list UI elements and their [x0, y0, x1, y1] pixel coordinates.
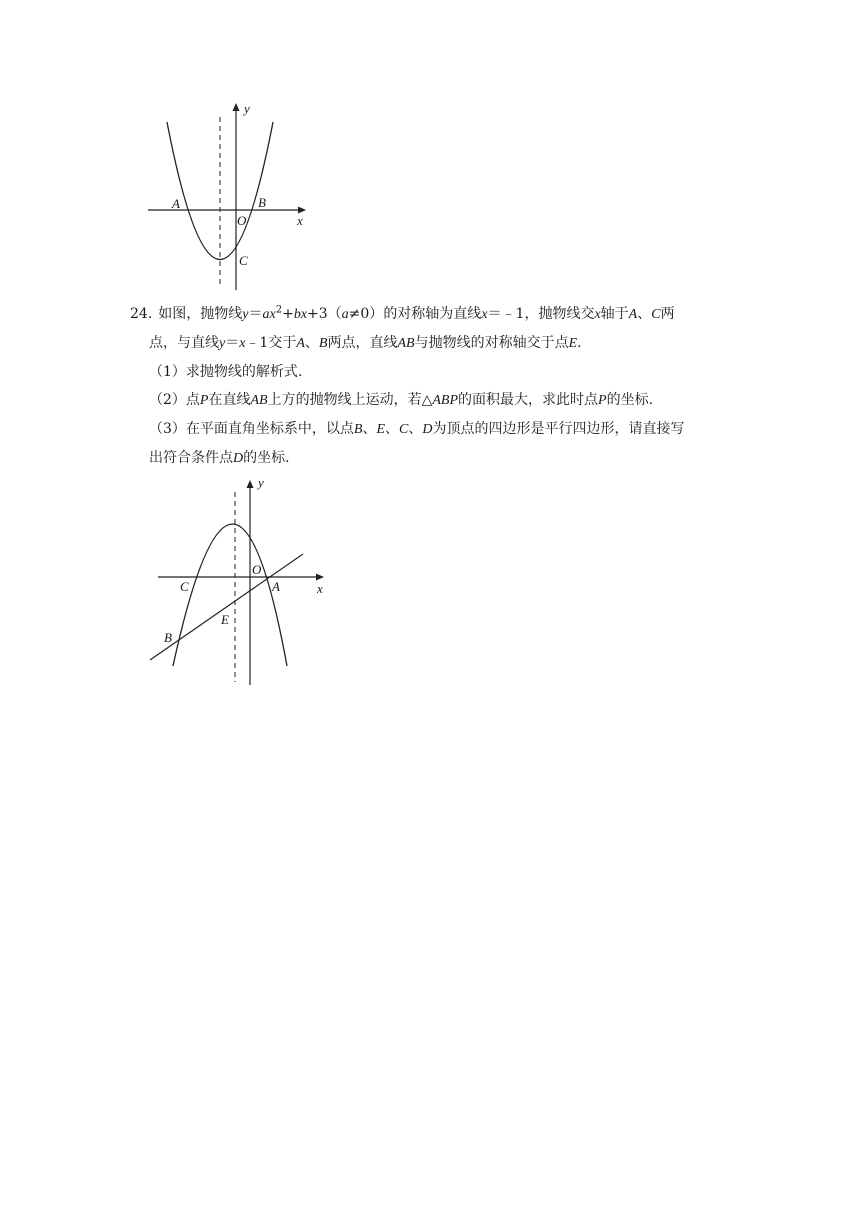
point-b-label: B	[258, 195, 266, 210]
point-e-label: E	[221, 612, 229, 627]
problem-stem-line-1: 24. 如图，抛物线$y=ax^2+bx+3(a\ne 0)$的对称轴为直线x＝﹣1，抛物线交x轴于A、C两	[130, 304, 675, 322]
figure-2-svg	[140, 470, 340, 690]
origin-label: O	[252, 562, 262, 577]
problem-24	[130, 300, 740, 473]
origin-label: O	[237, 213, 247, 228]
y-axis-arrow-icon	[233, 103, 240, 111]
y-axis-label: y	[244, 101, 250, 116]
point-b-label: B	[164, 630, 172, 645]
figure-1-parabola-graph	[140, 95, 320, 295]
y-axis-label: y	[258, 475, 264, 490]
problem-part-1: （1）求抛物线的解析式.	[149, 364, 303, 380]
x-axis-arrow-icon	[316, 574, 324, 581]
problem-part-2: （2）点P在直线AB上方的抛物线上运动，若△ABP的面积最大，求此时点P的坐标.	[149, 392, 654, 408]
figure-1-svg	[140, 95, 320, 295]
point-a-label: A	[172, 196, 180, 211]
problem-part-3-line-1: （3）在平面直角坐标系中，以点B、E、C、D为顶点的四边形是平行四边形，请直接写	[149, 421, 685, 437]
problem-number: 24.	[130, 306, 153, 322]
point-c-label: C	[239, 253, 248, 268]
figure-2-parabola-line-graph	[140, 470, 340, 690]
parabola-curve	[173, 524, 287, 666]
point-a-label: A	[272, 579, 280, 594]
y-axis-arrow-icon	[247, 480, 254, 488]
point-c-label: C	[180, 579, 189, 594]
problem-part-3-line-2: 出符合条件点D的坐标.	[149, 450, 290, 466]
x-axis-label: x	[317, 581, 323, 596]
line-ab	[150, 554, 303, 660]
problem-stem-line-2: 点，与直线y＝x﹣1交于A、B两点，直线AB与抛物线的对称轴交于点E.	[149, 335, 582, 351]
x-axis-label: x	[297, 213, 303, 228]
